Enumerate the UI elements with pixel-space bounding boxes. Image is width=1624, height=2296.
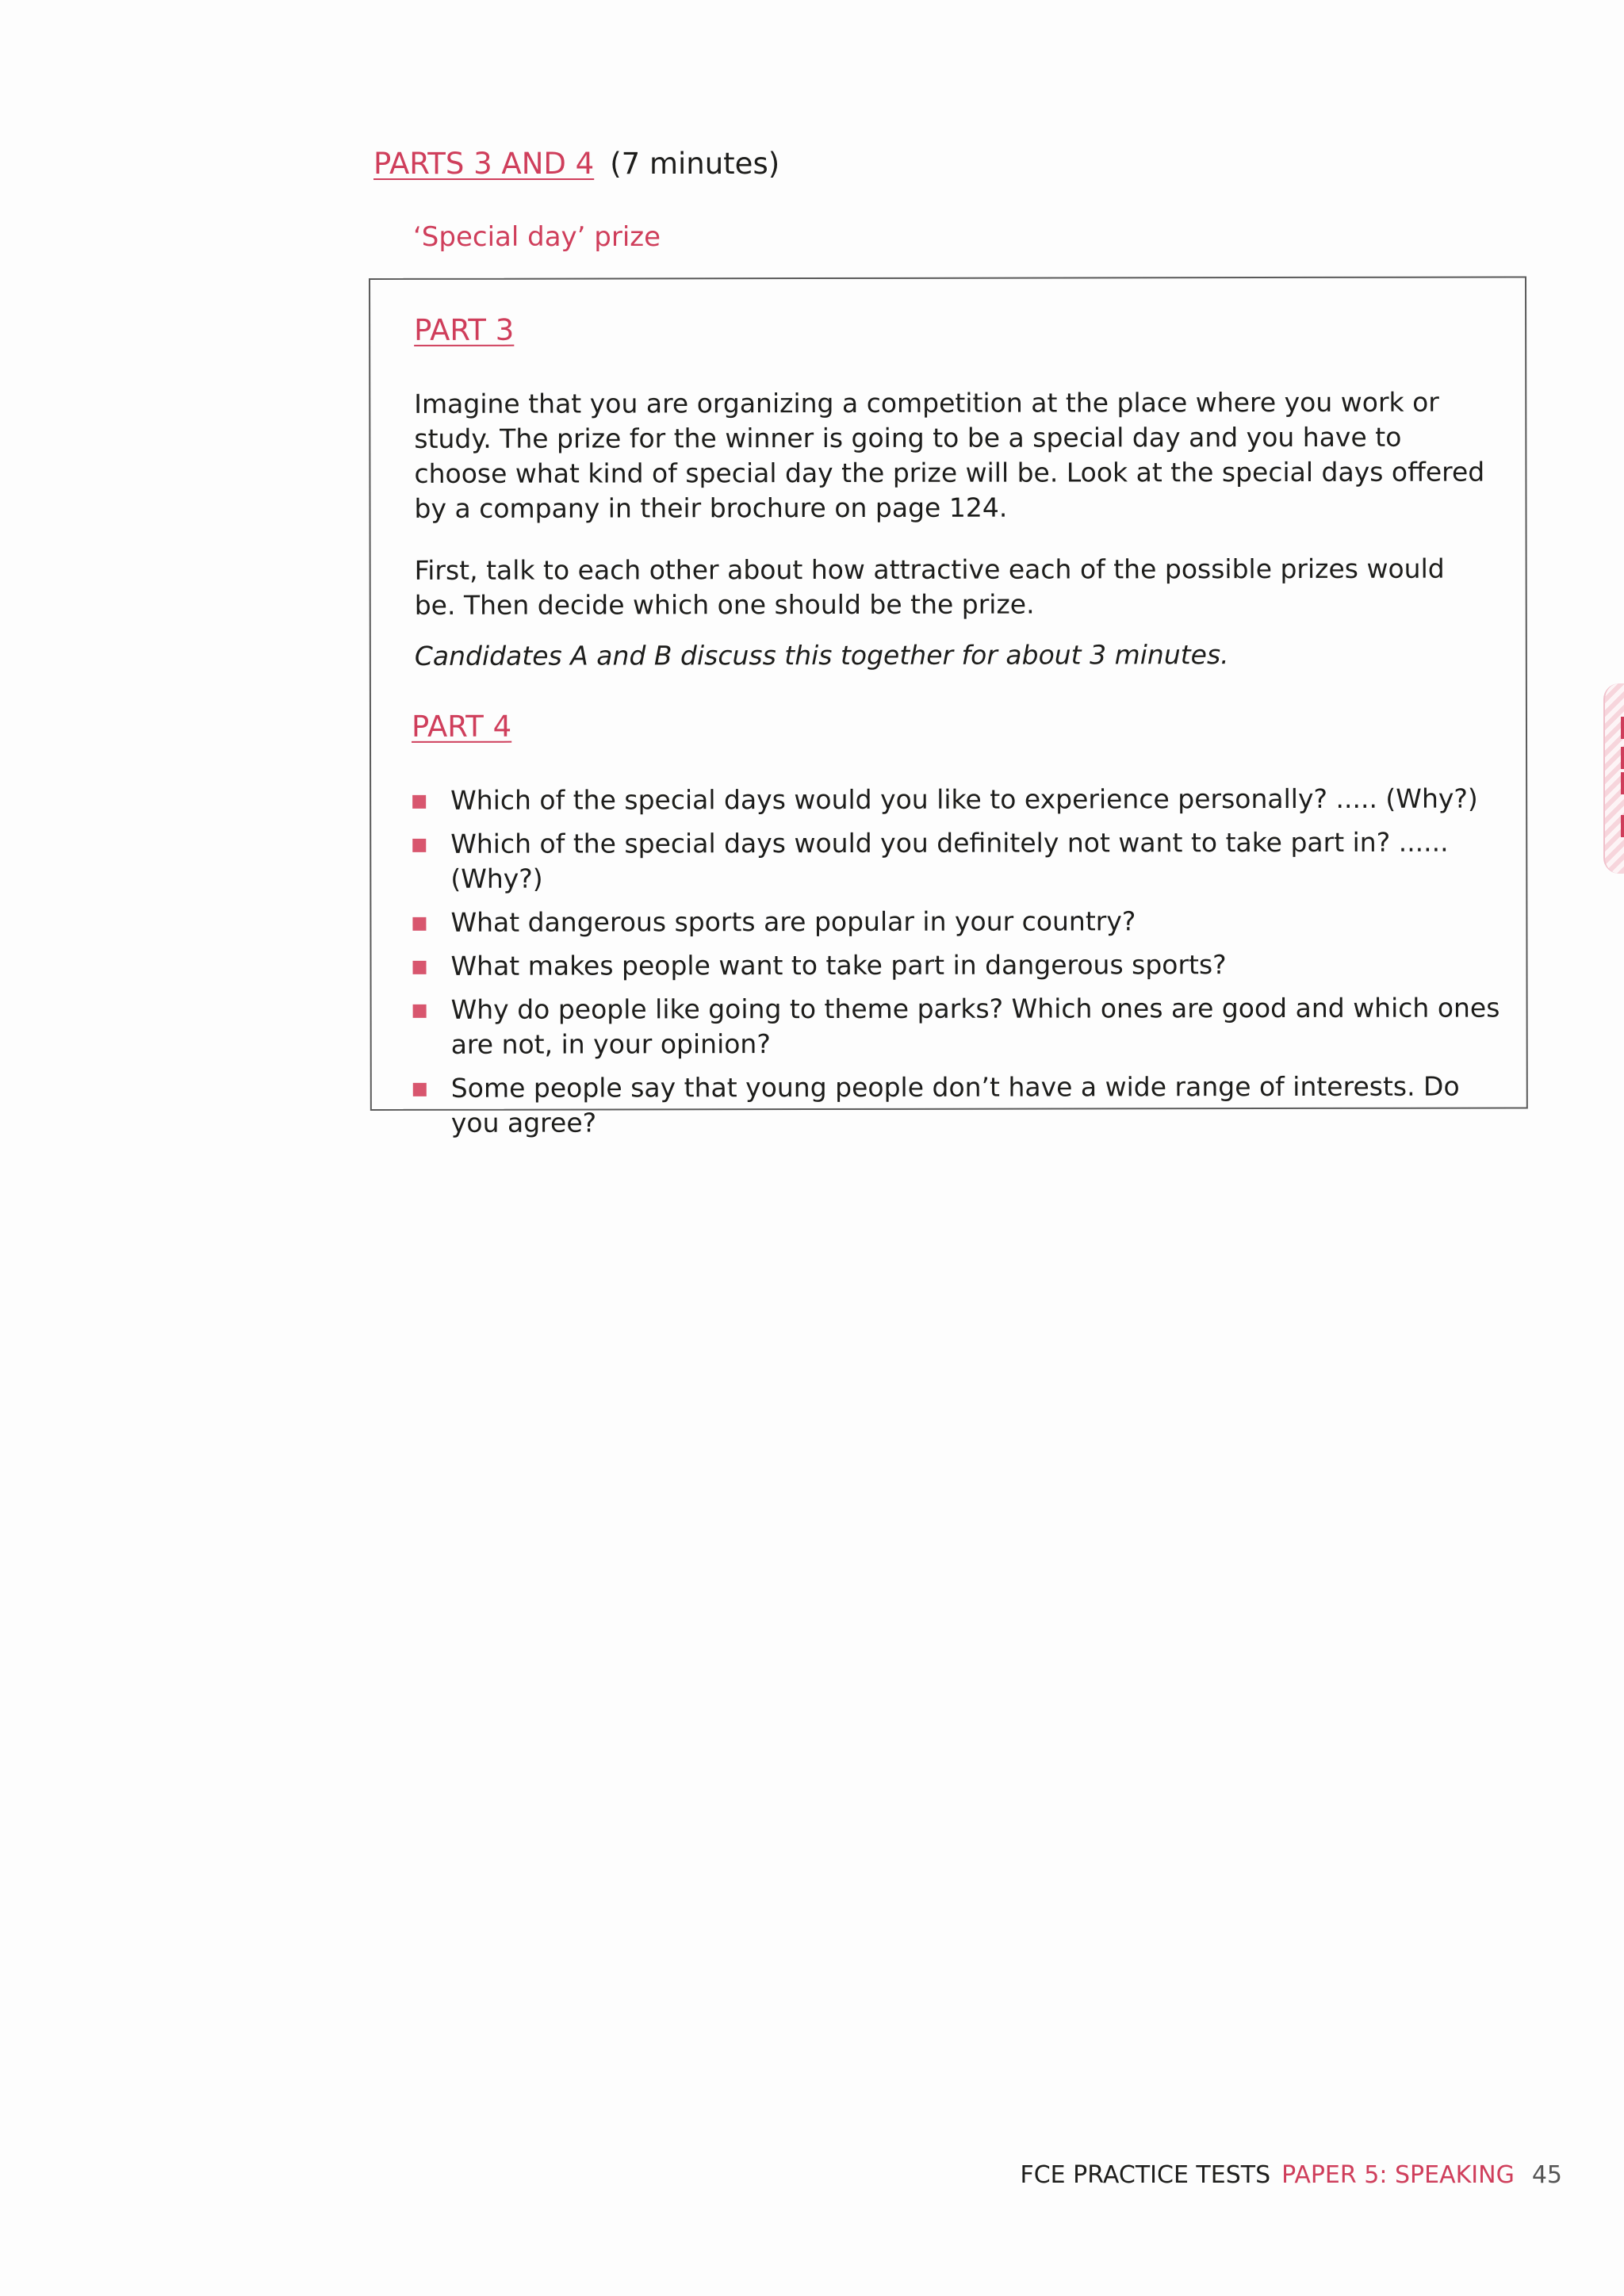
edge-tab-mark [1621,815,1624,837]
section-title: PARTS 3 AND 4 [373,147,595,181]
question-item [411,825,1505,896]
part3-heading: PART 3 [414,312,515,347]
question-text: Why do people like going to theme parks? Which ones are good and which ones are not, in your opinion? [450,992,1500,1060]
part4-question-list [411,781,1506,1149]
edge-tab-mark [1621,772,1624,794]
task-title: ‘Special day’ prize [413,221,661,253]
question-item [412,1069,1506,1140]
question-item [411,947,1505,983]
bullet-square-icon [412,795,426,809]
part3-instructions: Imagine that you are organizing a competition at the place where you work or study. The prize for the winner is going to be a special day and you have to choose what kind of special day the prize will be. Look at the special days offered by a company in their brochure on page 124. [414,386,1485,524]
question-text: Some people say that young people don’t have a wide range of interests. Do you agree? [450,1070,1460,1138]
question-text: Which of the special days would you definitely not want to take part in? ...... (Why?) [450,826,1449,894]
bullet-square-icon [413,1004,427,1018]
question-item [411,903,1505,939]
footer-series: FCE PRACTICE TESTS [1020,2161,1271,2189]
bullet-square-icon [412,917,426,931]
part3-timing-note: Candidates A and B discuss this together for about 3 minutes. [414,639,1229,672]
task-box [369,276,1528,1138]
question-text: What dangerous sports are popular in your country? [450,905,1136,938]
page-number: 45 [1531,2161,1562,2189]
part4-heading: PART 4 [411,709,512,744]
edge-tab-mark [1621,717,1624,739]
section-edge-tab [1603,683,1624,874]
section-heading [373,144,779,185]
question-item [412,990,1506,1062]
question-text: What makes people want to take part in dangerous sports? [450,949,1227,982]
footer-paper: PAPER 5: SPEAKING [1281,2161,1515,2189]
bullet-square-icon [413,1083,427,1096]
page-footer [1020,2159,1562,2192]
question-text: Which of the special days would you like to experience personally? ..... (Why?) [450,783,1478,816]
part3-task: First, talk to each other about how attractive each of the possible prizes would be. Then decide which one should be the prize. [414,553,1445,621]
bullet-square-icon [413,961,427,974]
edge-tab-mark [1621,747,1624,769]
section-duration: (7 minutes) [610,147,780,181]
question-item [411,781,1505,817]
bullet-square-icon [412,839,426,852]
